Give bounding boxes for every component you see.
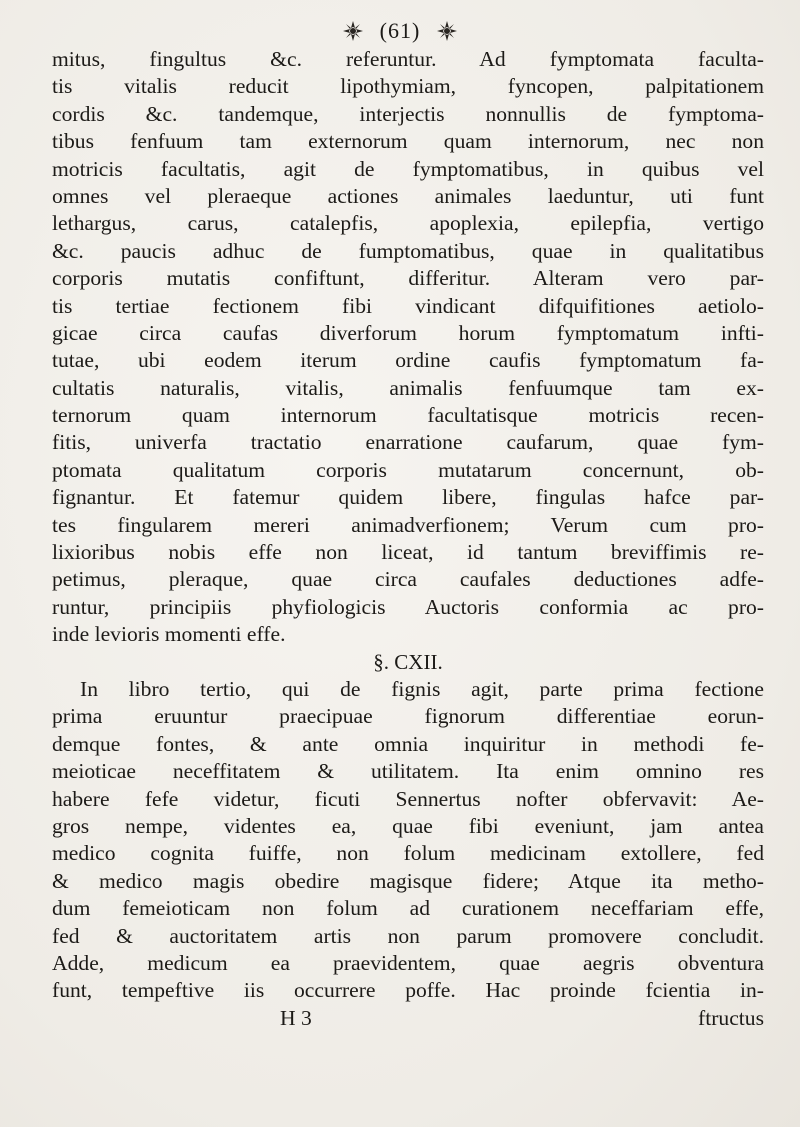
page-body	[52, 46, 764, 1032]
text-line: gicae circa caufas diverforum horum fymptomatum infti-	[52, 320, 764, 345]
catchword: ftructus	[698, 1005, 764, 1030]
text-line: Adde, medicum ea praevidentem, quae aegris obventura	[52, 950, 764, 975]
text-line: lethargus, carus, catalepfis, apoplexia, epilepfia, vertigo	[52, 211, 764, 236]
page-footer	[52, 1005, 764, 1032]
text-line: funt, tempeftive iis occurrere poffe. Hac proinde fcientia in-	[52, 978, 764, 1003]
text-line: omnes vel pleraeque actiones animales laeduntur, uti funt	[52, 183, 764, 208]
text-line: corporis mutatis confiftunt, differitur. Alteram vero par-	[52, 266, 764, 291]
fleuron-icon	[436, 20, 458, 42]
text-line: petimus, pleraque, quae circa caufales deductiones adfe-	[52, 567, 764, 592]
text-line: tes fingularem mereri animadverfionem; Verum cum pro-	[52, 512, 764, 537]
text-line: dum femeioticam non folum ad curationem neceffariam effe,	[52, 896, 764, 921]
text-line: medico cognita fuiffe, non folum medicinam extollere, fed	[52, 841, 764, 866]
text-line: & medico magis obedire magisque fidere; Atque ita metho-	[52, 868, 764, 893]
text-line: ternorum quam internorum facultatisque motricis recen-	[52, 403, 764, 428]
page-header	[300, 14, 500, 48]
text-line: fed & auctoritatem artis non parum promovere concludit.	[52, 923, 764, 948]
text-line: tibus fenfuum tam externorum quam internorum, nec non	[52, 129, 764, 154]
text-line: mitus, fingultus &c. referuntur. Ad fymptomata faculta-	[52, 47, 764, 71]
text-line: fitis, univerfa tractatio enarratione caufarum, quae fym-	[52, 430, 764, 455]
text-line: motricis facultatis, agit de fymptomatibus, in quibus vel	[52, 156, 764, 181]
text-line: tis tertiae fectionem fibi vindicant difquifitiones aetiolo-	[52, 293, 764, 318]
text-line: In libro tertio, qui de fignis agit, parte prima fectione	[80, 676, 764, 701]
text-line: gros nempe, videntes ea, quae fibi eveniunt, jam antea	[52, 813, 764, 838]
text-line: demque fontes, & ante omnia inquiritur in methodi fe-	[52, 731, 764, 756]
text-line: lixioribus nobis effe non liceat, id tantum breviffimis re-	[52, 540, 764, 565]
text-line: prima eruuntur praecipuae fignorum differentiae eorun-	[52, 704, 764, 729]
text-line: ptomata qualitatum corporis mutatarum concernunt, ob-	[52, 457, 764, 482]
text-line: runtur, principiis phyfiologicis Auctoris conformia ac pro-	[52, 594, 764, 619]
text-line: tutae, ubi eodem iterum ordine caufis fymptomatum fa-	[52, 348, 764, 373]
fleuron-icon	[342, 20, 364, 42]
paragraph-1	[52, 46, 764, 649]
text-line: tis vitalis reducit lipothymiam, fyncopen, palpitationem	[52, 74, 764, 99]
text-line: cultatis naturalis, vitalis, animalis fenfuumque tam ex-	[52, 375, 764, 400]
paragraph-2	[52, 676, 764, 1005]
text-line: fignantur. Et fatemur quidem libere, fingulas hafce par-	[52, 485, 764, 510]
section-heading: §. CXII.	[373, 649, 443, 674]
text-line: inde levioris momenti effe.	[52, 622, 286, 647]
text-line: meioticae neceffitatem & utilitatem. Ita enim omnino res	[52, 759, 764, 784]
signature-mark: H 3	[280, 1005, 312, 1030]
text-line: &c. paucis adhuc de fumptomatibus, quae in qualitatibus	[52, 238, 764, 263]
text-line: habere fefe videtur, ficuti Sennertus nofter obfervavit: Ae-	[52, 786, 764, 811]
page-number: (61)	[379, 18, 421, 43]
text-line: cordis &c. tandemque, interjectis nonnullis de fymptoma-	[52, 101, 764, 126]
